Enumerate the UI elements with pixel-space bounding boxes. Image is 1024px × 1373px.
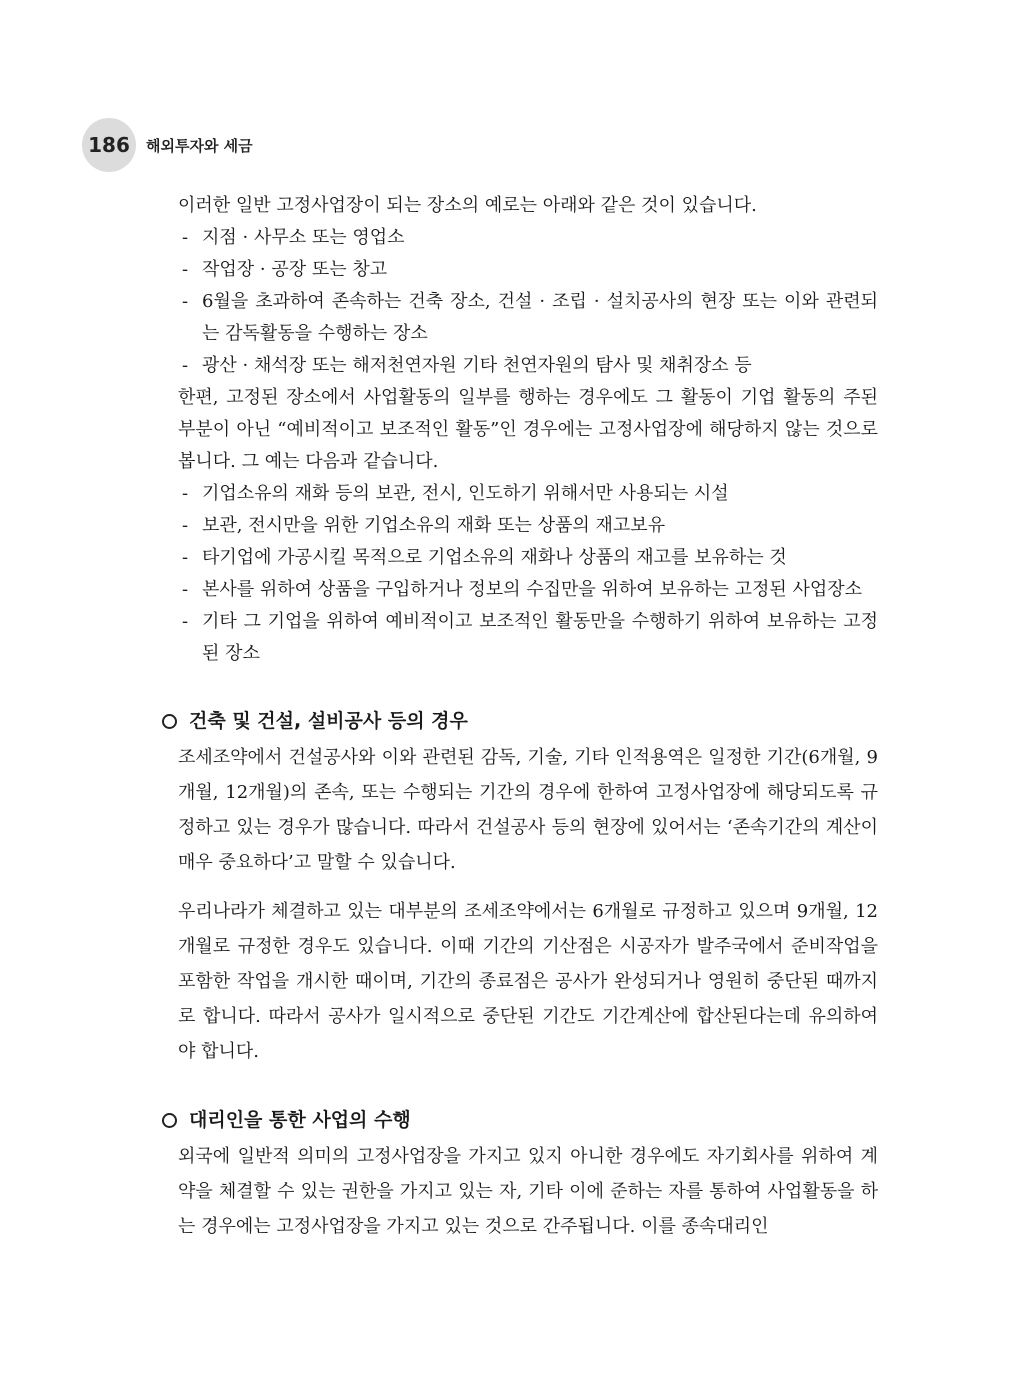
running-title: 해외투자와 세금	[146, 136, 253, 155]
section-paragraph	[178, 1139, 878, 1244]
list-item-text: 보관, 전시만을 위한 기업소유의 재화 또는 상품의 재고보유	[202, 515, 666, 536]
list-item-text: 본사를 위하여 상품을 구입하거나 정보의 수집만을 위하여 보유하는 고정된 사업장소	[202, 579, 863, 600]
list-item-text: 타기업에 가공시킬 목적으로 기업소유의 재화나 상품의 재고를 보유하는 것	[202, 547, 787, 568]
list-item-text: 작업장 · 공장 또는 창고	[202, 259, 388, 280]
dash-bullet: -	[182, 579, 189, 600]
page-body	[178, 190, 878, 1244]
paragraph-text: 우리나라가 체결하고 있는 대부분의 조세조약에서는 6개월로 규정하고 있으며 9개월, 12개월로 규정한 경우도 있습니다. 이때 기간의 기산점은 시공자가 발주국에서 준비작업을 포함한 작업을 개시한 때이며, 기간의 종료점은 공사가 완성되거나 영원히 중단된 때까지로 합니다. 따라서 공사가 일시적으로 중단된 기간도 기간계산에 합산된다는데 유의하여야 합니다.	[178, 901, 878, 1062]
circle-bullet-icon	[162, 714, 177, 729]
dash-bullet: -	[182, 483, 189, 504]
exception-list	[178, 478, 878, 670]
dash-bullet: -	[182, 227, 189, 248]
section-heading-agent	[162, 1103, 878, 1137]
list-item	[178, 542, 878, 574]
section-heading-construction	[162, 704, 878, 738]
list-item-text: 기업소유의 재화 등의 보관, 전시, 인도하기 위해서만 사용되는 시설	[202, 483, 729, 504]
paragraph-text: 조세조약에서 건설공사와 이와 관련된 감독, 기술, 기타 인적용역은 일정한 기간(6개월, 9개월, 12개월)의 존속, 또는 수행되는 기간의 경우에 한하여 고정사업장에 해당되도록 규정하고 있는 경우가 많습니다. 따라서 건설공사 등의 현장에 있어서는 ‘존속기간의 계산이 매우 중요하다’고 말할 수 있습니다.	[178, 747, 878, 873]
section-heading-text: 대리인을 통한 사업의 수행	[189, 1109, 411, 1131]
list-item	[178, 254, 878, 286]
list-item	[178, 478, 878, 510]
section-paragraph	[178, 740, 878, 880]
list-item-text: 지점 · 사무소 또는 영업소	[202, 227, 405, 248]
dash-bullet: -	[182, 515, 189, 536]
dash-bullet: -	[182, 355, 189, 376]
paragraph-text: 외국에 일반적 의미의 고정사업장을 가지고 있지 아니한 경우에도 자기회사를 위하여 계약을 체결할 수 있는 권한을 가지고 있는 자, 기타 이에 준하는 자를 통하여 사업활동을 하는 경우에는 고정사업장을 가지고 있는 것으로 간주됩니다. 이를 종속대리인	[178, 1146, 878, 1237]
dash-bullet: -	[182, 547, 189, 568]
list-item	[178, 350, 878, 382]
list-item	[178, 510, 878, 542]
dash-bullet: -	[182, 259, 189, 280]
dash-bullet: -	[182, 611, 189, 632]
note-paragraph: 한편, 고정된 장소에서 사업활동의 일부를 행하는 경우에도 그 활동이 기업 활동의 주된 부분이 아닌 “예비적이고 보조적인 활동”인 경우에는 고정사업장에 해당하지 않는 것으로 봅니다. 그 예는 다음과 같습니다.	[178, 387, 878, 472]
list-item	[178, 574, 878, 606]
example-list	[178, 222, 878, 382]
list-item	[178, 222, 878, 254]
list-item-text: 6월을 초과하여 존속하는 건축 장소, 건설 · 조립 · 설치공사의 현장 또는 이와 관련되는 감독활동을 수행하는 장소	[202, 291, 878, 344]
dash-bullet: -	[182, 291, 189, 312]
section-paragraph	[178, 894, 878, 1069]
page-header	[82, 118, 253, 172]
list-item-text: 기타 그 기업을 위하여 예비적이고 보조적인 활동만을 수행하기 위하여 보유하는 고정된 장소	[202, 611, 878, 664]
section-heading-text: 건축 및 건설, 설비공사 등의 경우	[189, 710, 468, 732]
intro-paragraph: 이러한 일반 고정사업장이 되는 장소의 예로는 아래와 같은 것이 있습니다.	[178, 195, 757, 216]
circle-bullet-icon	[162, 1113, 177, 1128]
list-item	[178, 606, 878, 670]
list-item-text: 광산 · 채석장 또는 해저천연자원 기타 천연자원의 탐사 및 채취장소 등	[202, 355, 752, 376]
list-item	[178, 286, 878, 350]
page-number-badge: 186	[82, 118, 136, 172]
